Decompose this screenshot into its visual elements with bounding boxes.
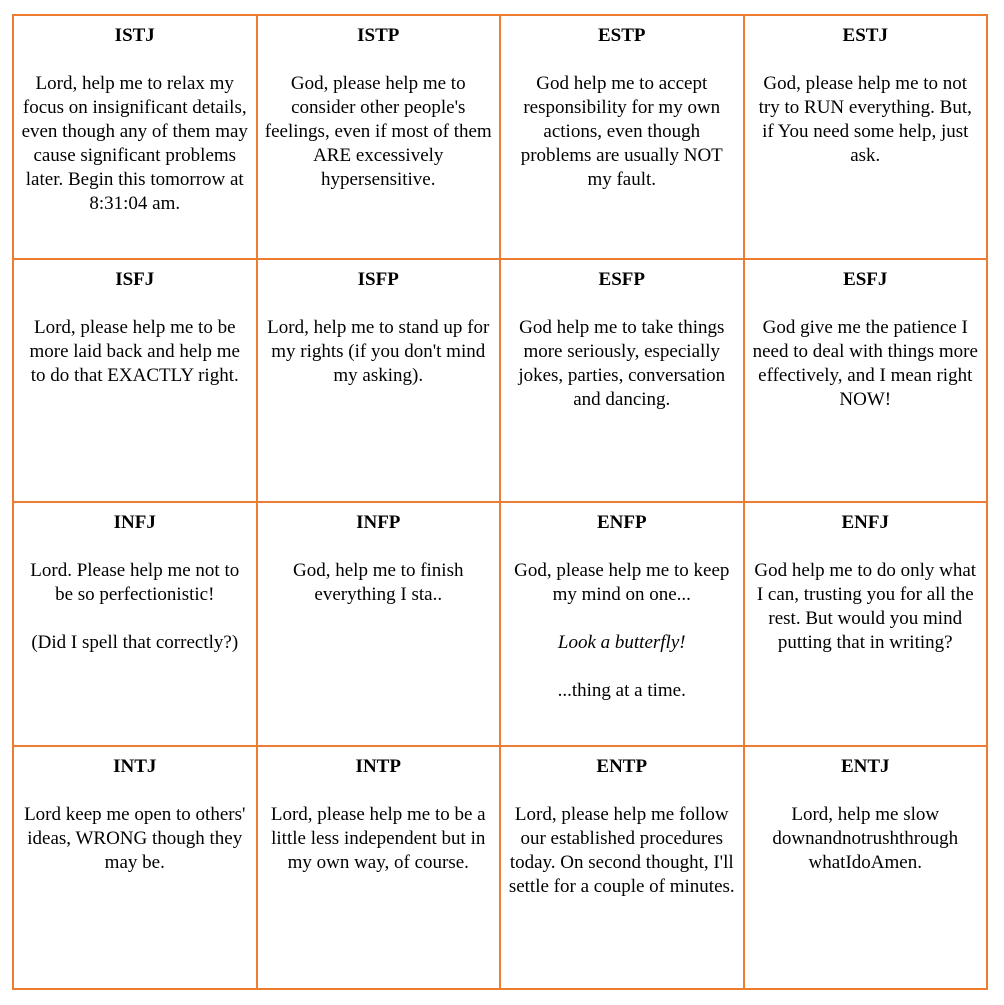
prayer-text: Lord, help me slow downandnotrushthrough whatIdoAmen. xyxy=(772,803,959,873)
prayer-text: Lord. Please help me not to be so perfectionistic! xyxy=(30,560,240,605)
prayer-text: God help me to accept responsibility for my own actions, even though problems are usually NOT my fault. xyxy=(520,73,723,190)
prayer-text: Lord, please help me to be a little less independent but in my own way, of course. xyxy=(270,803,486,873)
prayer-text: God, please help me to not try to RUN everything. But, if You need some help, just ask. xyxy=(758,73,972,166)
cell-estp xyxy=(501,16,745,260)
cell-istp xyxy=(258,16,502,260)
type-heading: ISFP xyxy=(357,268,399,290)
cell-esfj xyxy=(745,260,989,504)
cell-istj xyxy=(14,16,258,260)
cell-intp xyxy=(258,747,502,991)
cell-estj xyxy=(745,16,989,260)
type-heading: ESFJ xyxy=(843,268,888,290)
type-heading: ENFJ xyxy=(841,512,889,533)
prayer-text: Lord, please help me follow our established procedures today. On second thought, I'll settle for a couple of minutes. xyxy=(508,803,735,897)
cell-isfp xyxy=(258,260,502,504)
cell-infp xyxy=(258,503,502,747)
prayer-text: Lord keep me open to others' ideas, WRONG though they may be. xyxy=(24,803,246,873)
type-heading: ENTJ xyxy=(840,755,890,777)
type-heading: ENTP xyxy=(596,755,648,777)
cell-isfj xyxy=(14,260,258,504)
prayer-grid xyxy=(12,14,988,990)
cell-entj xyxy=(745,747,989,991)
type-heading: ISTP xyxy=(357,25,400,46)
prayer-text: Lord, please help me to be more laid back and help me to do that EXACTLY right. xyxy=(29,316,240,386)
cell-infj xyxy=(14,503,258,747)
prayer-text: Lord, help me to relax my focus on insignificant details, even though any of them may cause significant problems later. Begin this tomorrow at 8:31:04 am. xyxy=(21,73,248,214)
prayer-text: God help me to take things more seriously, especially jokes, parties, conversation and dancing. xyxy=(518,316,726,410)
prayer-aside: (Did I spell that correctly?) xyxy=(31,632,239,653)
cell-entp xyxy=(501,747,745,991)
prayer-text: God, please help me to consider other people's feelings, even if most of them ARE excessively hypersensitive. xyxy=(264,73,492,190)
cell-intj xyxy=(14,747,258,991)
type-heading: ISFJ xyxy=(115,268,155,290)
prayer-text: God, help me to finish everything I sta.. xyxy=(293,560,464,605)
cell-enfj xyxy=(745,503,989,747)
prayer-continuation: ...thing at a time. xyxy=(557,680,686,701)
type-heading: ESTJ xyxy=(842,25,888,46)
type-heading: ESTP xyxy=(597,25,646,46)
cell-esfp xyxy=(501,260,745,504)
type-heading: ESFP xyxy=(598,268,645,290)
prayer-text: Lord, help me to stand up for my rights (if you don't mind my asking). xyxy=(267,316,490,386)
prayer-interjection: Look a butterfly! xyxy=(557,632,686,653)
type-heading: ENFP xyxy=(596,512,647,533)
prayer-text: God give me the patience I need to deal with things more effectively, and I mean right NOW! xyxy=(752,316,978,410)
prayer-text: God, please help me to keep my mind on one... xyxy=(514,560,730,605)
type-heading: INFP xyxy=(356,512,401,533)
prayer-text: God help me to do only what I can, trusting you for all the rest. But would you mind putting that in writing? xyxy=(754,560,977,653)
type-heading: INTP xyxy=(355,755,401,777)
cell-enfp xyxy=(501,503,745,747)
type-heading: INTJ xyxy=(113,755,157,777)
type-heading: INFJ xyxy=(113,512,156,533)
type-heading: ISTJ xyxy=(114,25,155,46)
